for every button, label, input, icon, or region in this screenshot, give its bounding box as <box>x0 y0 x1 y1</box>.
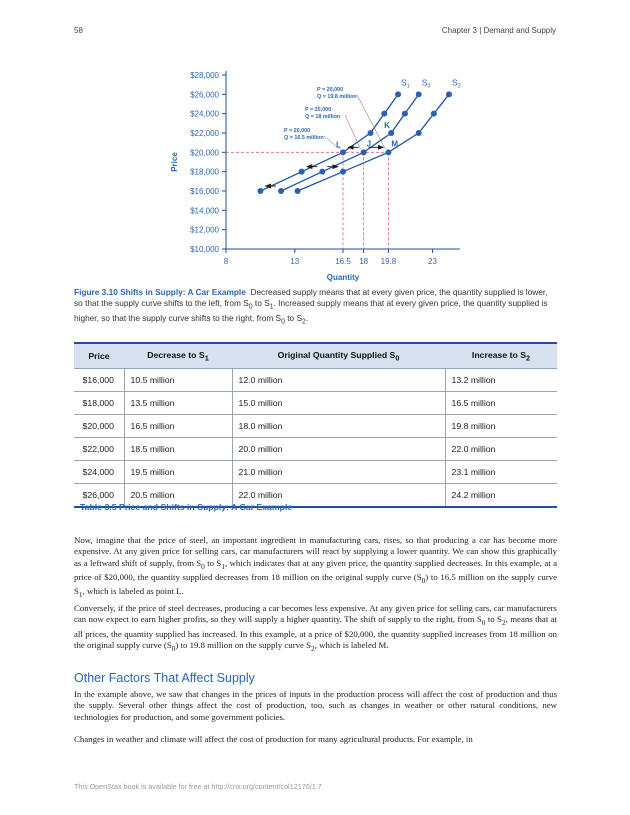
table-cell: 15.0 million <box>232 392 445 415</box>
table-cell: $16,000 <box>74 369 124 392</box>
data-point-s1 <box>340 149 346 155</box>
data-point-s1 <box>381 111 387 117</box>
page-number: 58 <box>74 26 83 35</box>
table-cell: 20.0 million <box>232 438 445 461</box>
table-cell: $18,000 <box>74 392 124 415</box>
data-point-s1 <box>395 91 401 97</box>
supply-shift-chart <box>165 62 480 284</box>
y-tick-label: $26,000 <box>190 90 219 100</box>
data-point-s2 <box>340 169 346 175</box>
table-cell: 10.5 million <box>124 369 232 392</box>
point-label-m: M <box>391 139 399 149</box>
annotation-quantity: Q = 19.8 million <box>317 94 357 100</box>
table-caption: Table 3.5 Price and Shifts in Supply: A Car Example <box>80 502 293 512</box>
table-row <box>74 438 557 461</box>
annotation-leader <box>345 115 361 149</box>
table-cell: 19.8 million <box>445 415 557 438</box>
section-title: Other Factors That Affect Supply <box>74 671 255 685</box>
curve-label-s1: $S_1$ <box>401 77 410 90</box>
data-point-s2 <box>385 149 391 155</box>
figure-caption <box>74 287 556 328</box>
table-row <box>74 369 557 392</box>
data-point-s1 <box>368 130 374 136</box>
figure-caption-text: Decreased supply means that at every given price, the quantity supplied is lower, so that the supply curve shifts to the left, from $S_0$ to $S_1$. Increased supply means that at every given price, the quantity supplied is higher, so that the supply curve shifts to the right, from $S_0$ to $S_2$. <box>74 287 548 326</box>
x-tick-label: 23 <box>428 257 437 266</box>
table-cell: 16.5 million <box>124 415 232 438</box>
annotation-quantity: Q = 18 million <box>305 114 341 120</box>
table-header-row <box>74 343 557 369</box>
y-tick-label: $16,000 <box>190 187 219 196</box>
table-cell: $26,000 <box>74 484 124 508</box>
annotation-quantity: Q = 16.5 million <box>284 135 324 141</box>
table-cell: $24,000 <box>74 461 124 484</box>
y-tick-label: $20,000 <box>190 148 219 158</box>
table-cell: 21.0 million <box>232 461 445 484</box>
x-tick-label: 19.8 <box>380 257 397 266</box>
data-point-s0 <box>416 91 422 97</box>
header-increase: Increase to $S_2$ <box>445 343 557 369</box>
table-row <box>74 461 557 484</box>
y-tick-label: $28,000 <box>190 71 219 80</box>
annotation-price: P = 20,000 <box>305 107 332 113</box>
table-cell: 24.2 million <box>445 484 557 508</box>
body-paragraph-4: Changes in weather and climate will affect the cost of production for many agricultural products. For example, in <box>74 734 473 744</box>
curve-label-s0: $S_0$ <box>421 77 431 90</box>
y-tick-label: $14,000 <box>190 206 219 216</box>
data-point-s2 <box>416 130 422 136</box>
table-row <box>74 415 557 438</box>
y-axis-label: Price <box>170 152 179 172</box>
table-cell: 13.2 million <box>445 369 557 392</box>
table-row <box>74 392 557 415</box>
body-paragraph-2: Conversely, if the price of steel decreases, producing a car becomes less expensive. At any given price for selling cars, car manufacturers can now expect to earn higher profits, so they will supply a higher quantity. The shift of supply to the right, from $S_0$ to $S_2$, means that at all prices, the quantity supplied has increased. In this example, at a price of $20,000, the quantity supplied increases from 18 million on the original supply curve $(S_0)$ to 19.8 million on the supply curve $S_2$, which is labeled M. <box>74 603 558 653</box>
figure-label: Figure 3.10 Shifts in Supply: A Car Example <box>74 287 246 297</box>
data-point-s2 <box>431 111 437 117</box>
data-point-s0 <box>361 149 367 155</box>
data-point-s0 <box>388 130 394 136</box>
page-footer: This OpenStax book is available for free at http://cnx.org/content/col12170/1.7 <box>74 782 322 791</box>
point-label-j: J <box>366 139 372 149</box>
body-paragraph-3: In the example above, we saw that changes in the prices of inputs in the production process will affect the cost of production and thus the supply. Several other things affect the cost of production, too, such as changes in weather or other natural conditions, new technologies for production, and some government policies. <box>74 689 557 722</box>
x-tick-label: 13 <box>290 257 300 266</box>
table-cell: $22,000 <box>74 438 124 461</box>
table-cell: 16.5 million <box>445 392 557 415</box>
data-point-s2 <box>446 91 452 97</box>
table-cell: 22.0 million <box>232 484 445 508</box>
table-cell: 23.1 million <box>445 461 557 484</box>
annotation-price: P = 20,000 <box>317 87 344 93</box>
table-cell: 18.0 million <box>232 415 445 438</box>
annotation-leader <box>357 95 385 149</box>
table-cell: 20.5 million <box>124 484 232 508</box>
body-paragraph-1: Now, imagine that the price of steel, an important ingredient in manufacturing cars, rises, so that producing a car has become more expensive. At any given price for selling cars, car manufacturers will react by supplying a lower quantity. We can show this graphically as a leftward shift of supply, from $S_0$ to $S_1$, which indicates that at any given price, the quantity supplied decreases. In this example, at a price of $20,000, the quantity supplied decreases from 18 million on the original supply curve $(S_0)$ to 16.5 million on the supply curve $S_1$, which is labeled as point L. <box>74 535 557 599</box>
data-point-s0 <box>278 188 284 194</box>
y-tick-label: $24,000 <box>190 109 219 119</box>
x-tick-label: 16.5 <box>335 257 351 266</box>
point-label-l: L <box>336 140 341 150</box>
x-tick-label: 8 <box>223 257 229 266</box>
point-label-k: K <box>384 121 390 130</box>
annotation-price: P = 20,000 <box>284 128 311 134</box>
curve-label-s2: $S_2$ <box>451 77 461 90</box>
table-cell: $20,000 <box>74 415 124 438</box>
header-decrease: Decrease to $S_1$ <box>124 343 232 369</box>
y-tick-label: $10,000 <box>190 245 219 254</box>
y-tick-label: $18,000 <box>190 167 219 177</box>
header-price: Price <box>74 343 124 369</box>
table-cell: 22.0 million <box>445 438 557 461</box>
y-tick-label: $12,000 <box>190 225 219 235</box>
y-tick-label: $22,000 <box>190 129 219 138</box>
data-point-s0 <box>319 169 325 175</box>
x-axis-label: Quantity <box>326 273 360 282</box>
supply-table <box>74 342 557 508</box>
data-point-s1 <box>299 169 305 175</box>
header-original: Original Quantity Supplied $S_0$ <box>232 343 445 369</box>
data-point-s2 <box>295 188 301 194</box>
table-body <box>74 369 557 508</box>
table-cell: 18.5 million <box>124 438 232 461</box>
table-cell: 19.5 million <box>124 461 232 484</box>
data-point-s1 <box>257 188 263 194</box>
chapter-header: Chapter 3 | Demand and Supply <box>441 26 556 35</box>
table-cell: 12.0 million <box>232 369 445 392</box>
data-point-s0 <box>402 111 408 117</box>
table-cell: 13.5 million <box>124 392 232 415</box>
x-tick-label: 18 <box>359 257 369 266</box>
